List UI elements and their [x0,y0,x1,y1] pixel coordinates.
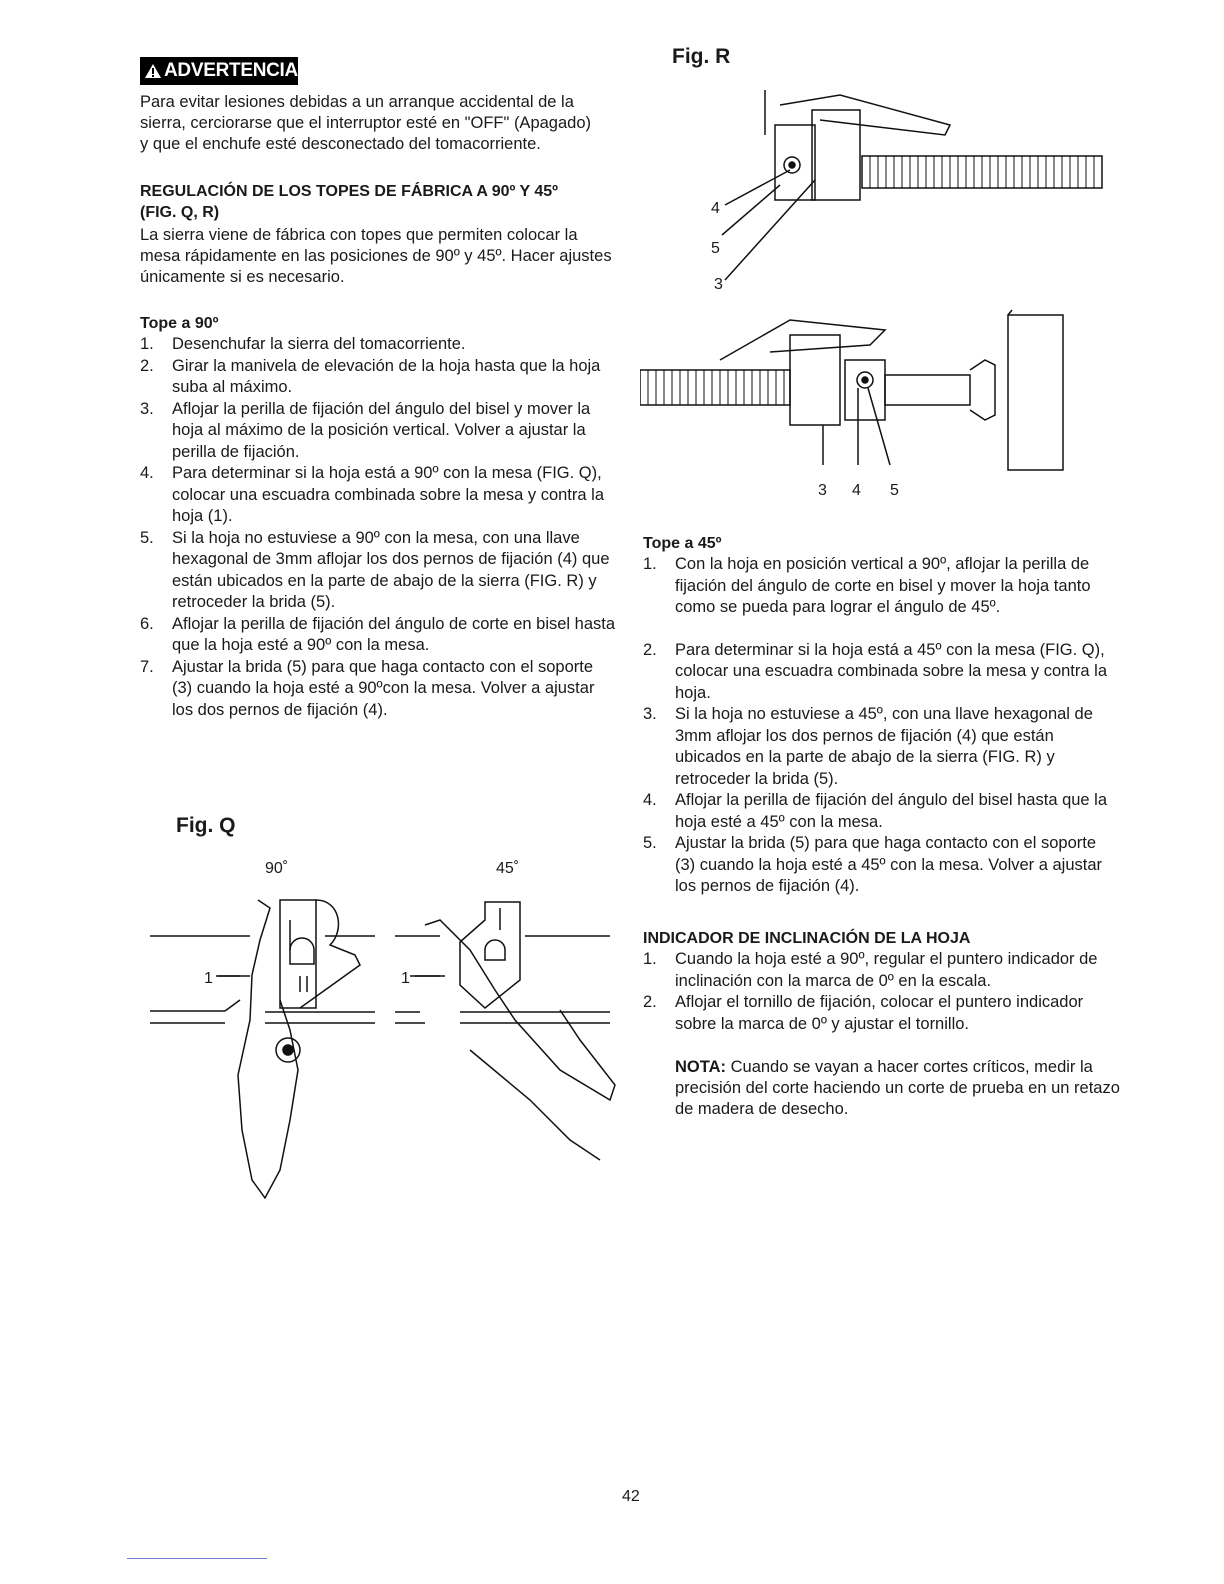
tope-90-list [140,334,630,721]
fig-r-diagram [640,80,1120,480]
fig-r-bottom-assembly [640,310,1063,470]
fig-r-top-assembly [722,90,1102,280]
list-item: 2. Para determinar si la hoja está a 45º con la mesa (FIG. Q), colocar una escuadra combinada sobre la mesa y contra la hoja. [643,640,1107,702]
fig-r-bottom-callout-3: 3 [818,482,827,499]
nota: NOTA: Cuando se vayan a hacer cortes críticos, medir la precisión del corte haciendo un corte de prueba en un retazo de madera de desecho. [675,1058,1120,1118]
fig-r-callout-3: 3 [714,276,723,293]
fig-q-right-square [460,902,520,1008]
list-item: 5. Si la hoja no estuviese a 90º con la mesa, con una llave hexagonal de 3mm aflojar los dos pernos de fijación (4) que están ubicados en la parte de abajo de la sierra (FIG. R) y retroceder la brida (5). [140,528,610,611]
fig-q-diagram [140,880,630,1210]
fig-r-bottom-callout-4: 4 [852,482,861,499]
fig-q-angle-90: 90˚ [265,860,289,877]
list-item: 2. Girar la manivela de elevación de la hoja hasta que la hoja suba al máximo. [140,356,601,396]
fig-q-callout-right: 1 [401,970,410,987]
warning-icon [144,63,162,79]
fig-r-shaft [885,375,970,405]
nota-label: NOTA: [675,1058,727,1076]
section-heading: REGULACIÓN DE LOS TOPES DE FÁBRICA A 90º Y 45º (FIG. Q, R) [140,183,558,221]
indicador-list [643,949,1123,1035]
fig-r-handwheel [1008,315,1063,470]
indicador-heading: INDICADOR DE INCLINACIÓN DE LA HOJA [643,930,971,947]
tope-45-heading: Tope a 45º [643,535,722,552]
list-item: 5. Ajustar la brida (5) para que haga contacto con el soporte (3) cuando la hoja esté a 45º con la mesa. Volver a ajustar los pernos de fijación (4). [643,834,1103,895]
fig-r-callout-4: 4 [711,200,720,217]
list-item: 4. Para determinar si la hoja está a 90º con la mesa (FIG. Q), colocar una escuadra combinada sobre la mesa y contra la hoja (1). [140,464,604,525]
footer-rule [127,1558,267,1559]
warning-badge-label: ADVERTENCIA [164,60,298,81]
fig-q-angle-45: 45˚ [496,860,520,877]
fig-r-bottom-callout-5: 5 [890,482,899,499]
warning-text: Para evitar lesiones debidas a un arranque accidental de la sierra, cerciorarse que el interruptor esté en "OFF" (Apagado) y que el enchufe esté desconectado del tomacorriente. [140,93,591,153]
tope-45-list [643,554,1123,898]
list-item: 1. Desenchufar la sierra del tomacorriente. [140,335,466,353]
fig-q-right-table [395,936,610,1023]
list-item: 3. Si la hoja no estuviese a 45º, con una llave hexagonal de 3mm aflojar los dos pernos de fijación (4) que están ubicados en la parte de abajo de la sierra (FIG. R) y retroceder la brida (5). [643,705,1093,788]
list-item: 7. Ajustar la brida (5) para que haga contacto con el soporte (3) cuando la hoja esté a 90ºcon la mesa. Volver a ajustar los dos pernos de fijación (4). [140,657,595,719]
fig-r-callout-5: 5 [711,240,720,257]
list-item: 1. Cuando la hoja esté a 90º, regular el puntero indicador de inclinación con la marca de 0º en la escala. [643,950,1098,990]
fig-q-label: Fig. Q [176,814,236,837]
list-item: 6. Aflojar la perilla de fijación del ángulo de corte en bisel hasta que la hoja esté a 90º con la mesa. [140,614,616,654]
list-item: 3. Aflojar la perilla de fijación del ángulo del bisel y mover la hoja al máximo de la posición vertical. Volver a ajustar la perilla de fijación. [140,399,591,461]
fig-q-callout-left: 1 [204,970,213,987]
list-item: 4. Aflojar la perilla de fijación del ángulo del bisel hasta que la hoja esté a 45º con la mesa. [643,791,1108,831]
section-intro: La sierra viene de fábrica con topes que permiten colocar la mesa rápidamente en las posiciones de 90º y 45º. Hacer ajustes únicamente si es necesario. [140,226,612,286]
page-number: 42 [622,1488,640,1505]
tope-90-heading: Tope a 90º [140,315,219,332]
list-item: 2. Aflojar el tornillo de fijación, colocar el puntero indicador sobre la marca de 0º y ajustar el tornillo. [643,993,1084,1033]
list-item: 1. Con la hoja en posición vertical a 90º, aflojar la perilla de fijación del ángulo de corte en bisel y mover la hoja tanto como se pueda para lograr el ángulo de 45º. [643,555,1091,616]
warning-badge [140,57,298,85]
fig-q-left-square [280,900,360,1008]
fig-r-label: Fig. R [672,45,731,68]
